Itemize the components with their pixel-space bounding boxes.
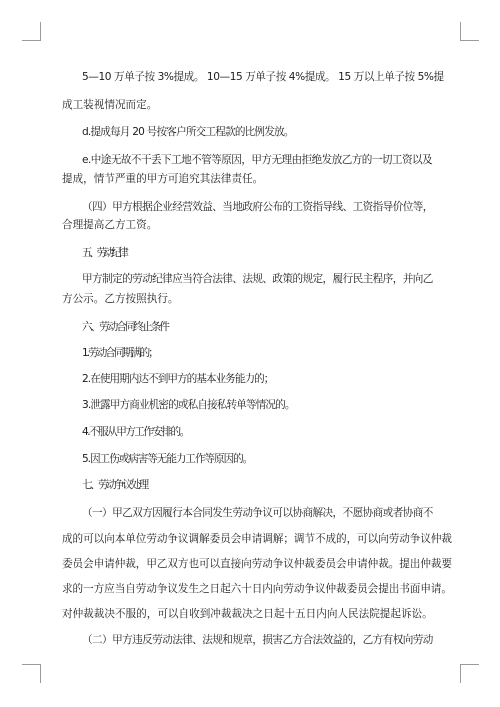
list-item: 2.在使用期内达不到甲方的基本业务能力的；: [82, 373, 274, 385]
text-line: 成的可以向本单位劳动争议调解委员会申请调解；调节不成的，可以向劳动争议仲裁: [62, 533, 452, 545]
text-line: 成工装视情况而定。: [62, 99, 158, 111]
list-item: 1.劳动合同期满的；: [82, 347, 157, 359]
text-line: 5—10 万单子按 3%提成。 10—15 万单子按 4%提成。 15 万以上单子按 5%提: [82, 71, 444, 83]
crop-mark-top-right-h: [461, 40, 479, 41]
text-line: 合理提高乙方工资。: [62, 219, 158, 231]
list-item: 3.泄露甲方商业机密的或私自接私转单等情况的。: [82, 399, 295, 411]
text-line: 委员会申请仲裁，甲乙双方也可以直接向劳动争议仲裁委员会申请仲裁。提出仲裁要: [62, 558, 452, 570]
text-line: （二）甲方违反劳动法律、法规和规章，损害乙方合法效益的，乙方有权向劳动: [82, 634, 433, 646]
crop-mark-top-right-v: [460, 22, 461, 41]
list-item: 4.不服从甲方工作安排的。: [82, 426, 189, 438]
text-line: d.提成每月 20 号按客户所交工程款的比例发放。: [82, 126, 294, 138]
text-line: 对仲裁裁决不服的，可以自收到冲裁裁决之日起十五日内向人民法院提起诉讼。: [62, 608, 433, 620]
text-line: （一）甲乙双方因履行本合同发生劳动争议可以协商解决，不愿协商或者协商不: [82, 507, 433, 519]
crop-mark-bottom-right-v: [460, 664, 461, 683]
crop-mark-bottom-left-v: [40, 664, 41, 683]
text-line: e.中途无故不干丢下工地不管等原因，甲方无理由拒绝发放乙方的一切工资以及: [82, 154, 433, 166]
text-line: 求的一方应当自劳动争议发生之日起六十日内向劳动争议仲裁委员会提出书面申请。: [62, 583, 452, 595]
text-line: 甲方制定的劳动纪律应当符合法律、法规、政策的规定，履行民主程序，并向乙: [82, 273, 433, 285]
crop-mark-top-left-h: [22, 40, 40, 41]
text-line: （四）甲方根据企业经营效益、当地政府公布的工资指导线、工资指导价位等，: [82, 201, 433, 213]
text-line: 提成，情节严重的甲方可追究其法律责任。: [62, 173, 264, 185]
text-line: 方公示。乙方按照执行。: [62, 293, 179, 305]
crop-mark-top-left-v: [40, 22, 41, 41]
crop-mark-bottom-left-h: [22, 664, 40, 665]
section-heading: 六、劳动合同终止条件: [82, 321, 168, 333]
section-heading: 五、劳动纪律: [82, 247, 126, 259]
section-heading: 七、劳动争议处理: [82, 479, 147, 491]
list-item: 5.因工伤或病害等无能力工作等原因的。: [82, 453, 253, 465]
crop-mark-bottom-right-h: [461, 664, 479, 665]
